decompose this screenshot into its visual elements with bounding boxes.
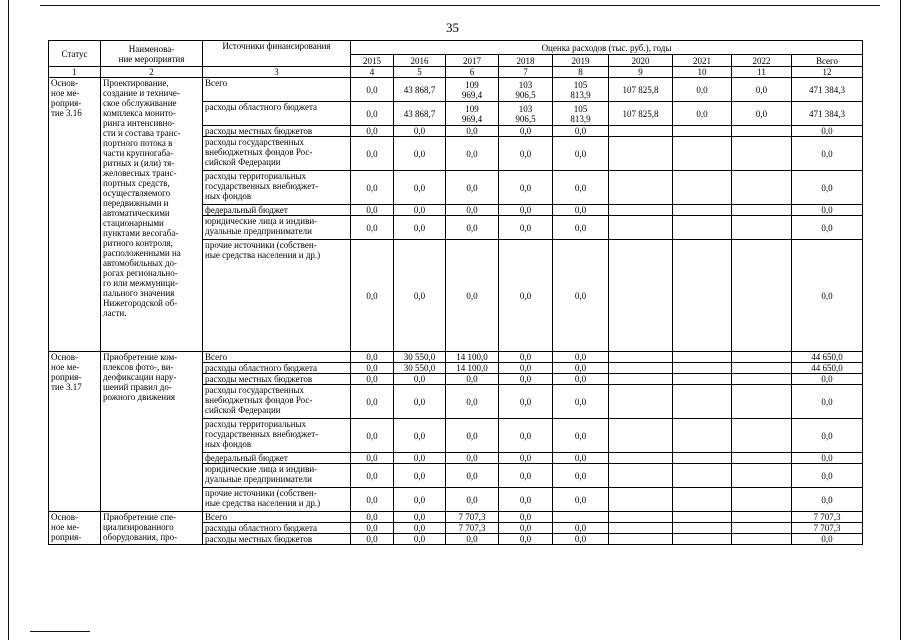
amount-cell: 0,0 (394, 488, 446, 512)
funding-source: расходы областного бюджета (203, 363, 351, 374)
activity-name: Приобретение ком- плексов фото-, ви- деофиксации нару- шений правил до- рожного движения (101, 352, 203, 512)
amount-cell: 0,0 (394, 419, 446, 453)
amount-cell: 0,0 (351, 523, 394, 534)
amount-cell: 0,0 (351, 464, 394, 488)
amount-cell: 0,0 (732, 102, 792, 126)
amount-cell: 0,0 (553, 216, 609, 240)
amount-cell: 0,0 (351, 78, 394, 102)
header-column-number: 11 (732, 67, 792, 78)
amount-cell: 0,0 (792, 419, 863, 453)
activity-name: Приобретение спе- циализированного оборудования, про- (101, 512, 203, 545)
activity-status: Основ- ное ме- роприя- тие 3.16 (49, 78, 101, 352)
amount-cell (609, 512, 673, 523)
amount-cell (732, 419, 792, 453)
amount-cell: 109 969,4 (446, 78, 499, 102)
header-year: 2018 (499, 55, 553, 67)
header-column-number: 9 (609, 67, 673, 78)
amount-cell: 0,0 (499, 464, 553, 488)
funding-source: Всего (203, 512, 351, 523)
amount-cell (732, 523, 792, 534)
amount-cell: 0,0 (792, 453, 863, 464)
amount-cell: 0,0 (553, 453, 609, 464)
header-column-number: 5 (394, 67, 446, 78)
amount-cell: 0,0 (394, 240, 446, 352)
amount-cell (732, 453, 792, 464)
activity-name: Проектирование, создание и техниче- ское обслуживание комплекса монито- ринга интенсивно- сти и состава транс- портного потока в части крупногаба- ритных и (или) тя- желовесных транс- портных средств, осуществляемого передвижными и автоматическими стационарными пунктами весогаба- ритного контроля, расположенными на автомобильных до- рогах регионально- го или межмуници- пального значения Нижегородской об- ласти. (101, 78, 203, 352)
header-sources: Источники финансирования (203, 41, 351, 67)
amount-cell (673, 240, 732, 352)
header-year: 2020 (609, 55, 673, 67)
amount-cell: 7 707,3 (792, 512, 863, 523)
amount-cell (673, 216, 732, 240)
amount-cell: 0,0 (351, 126, 394, 137)
funding-source: расходы территориальных государственных внебюджет- ных фондов (203, 419, 351, 453)
amount-cell: 103 906,5 (499, 102, 553, 126)
amount-cell: 0,0 (446, 171, 499, 205)
header-column-number: 10 (673, 67, 732, 78)
amount-cell: 7 707,3 (792, 523, 863, 534)
amount-cell (609, 240, 673, 352)
amount-cell (732, 488, 792, 512)
amount-cell (673, 488, 732, 512)
amount-cell: 0,0 (553, 205, 609, 216)
amount-cell: 0,0 (446, 216, 499, 240)
amount-cell: 0,0 (553, 352, 609, 363)
header-column-number: 2 (101, 67, 203, 78)
amount-cell: 7 707,3 (446, 512, 499, 523)
amount-cell: 0,0 (446, 453, 499, 464)
header-year: 2017 (446, 55, 499, 67)
header-year: 2015 (351, 55, 394, 67)
amount-cell: 103 906,5 (499, 78, 553, 102)
amount-cell: 0,0 (499, 352, 553, 363)
amount-cell: 0,0 (446, 464, 499, 488)
amount-cell: 0,0 (792, 488, 863, 512)
amount-cell: 14 100,0 (446, 363, 499, 374)
amount-cell: 0,0 (499, 534, 553, 545)
amount-cell (732, 352, 792, 363)
amount-cell (609, 137, 673, 171)
amount-cell: 0,0 (394, 126, 446, 137)
header-column-number: 3 (203, 67, 351, 78)
header-name: Наименова- ние мероприятия (101, 41, 203, 67)
amount-cell: 7 707,3 (446, 523, 499, 534)
amount-cell: 0,0 (499, 137, 553, 171)
amount-cell: 0,0 (446, 205, 499, 216)
amount-cell: 0,0 (351, 488, 394, 512)
amount-cell: 0,0 (553, 374, 609, 385)
amount-cell (673, 464, 732, 488)
amount-cell: 0,0 (394, 523, 446, 534)
amount-cell: 0,0 (553, 126, 609, 137)
amount-cell: 0,0 (792, 126, 863, 137)
activity-status: Основ- ное ме- роприя- тие 3.17 (49, 352, 101, 512)
bottom-edge-line (30, 631, 90, 632)
amount-cell: 105 813,9 (553, 102, 609, 126)
header-year: 2021 (673, 55, 732, 67)
amount-cell (732, 374, 792, 385)
amount-cell: 0,0 (792, 216, 863, 240)
funding-source: расходы областного бюджета (203, 102, 351, 126)
amount-cell: 30 550,0 (394, 363, 446, 374)
amount-cell: 0,0 (792, 385, 863, 419)
amount-cell (673, 126, 732, 137)
amount-cell (609, 205, 673, 216)
amount-cell (553, 512, 609, 523)
amount-cell (609, 419, 673, 453)
funding-source: расходы местных бюджетов (203, 126, 351, 137)
funding-source: расходы местных бюджетов (203, 374, 351, 385)
table-row (49, 78, 863, 102)
amount-cell (609, 216, 673, 240)
top-edge-line (40, 5, 880, 6)
amount-cell: 0,0 (351, 137, 394, 171)
amount-cell: 0,0 (351, 216, 394, 240)
amount-cell: 0,0 (446, 534, 499, 545)
funding-source: расходы государственных внебюджетных фондов Рос- сийской Федерации (203, 385, 351, 419)
amount-cell: 0,0 (351, 352, 394, 363)
amount-cell: 0,0 (446, 374, 499, 385)
amount-cell: 44 650,0 (792, 352, 863, 363)
amount-cell: 0,0 (499, 488, 553, 512)
header-column-number: 4 (351, 67, 394, 78)
funding-source: расходы территориальных государственных внебюджет- ных фондов (203, 171, 351, 205)
amount-cell: 107 825,8 (609, 102, 673, 126)
amount-cell: 0,0 (394, 512, 446, 523)
amount-cell (732, 385, 792, 419)
amount-cell: 0,0 (553, 534, 609, 545)
header-column-number: 7 (499, 67, 553, 78)
amount-cell: 0,0 (499, 363, 553, 374)
amount-cell: 0,0 (446, 126, 499, 137)
amount-cell: 43 868,7 (394, 78, 446, 102)
amount-cell: 0,0 (351, 240, 394, 352)
amount-cell: 0,0 (394, 374, 446, 385)
amount-cell: 0,0 (499, 205, 553, 216)
header-column-number: 1 (49, 67, 101, 78)
amount-cell (732, 512, 792, 523)
amount-cell: 0,0 (394, 385, 446, 419)
amount-cell: 0,0 (499, 374, 553, 385)
amount-cell (673, 534, 732, 545)
amount-cell: 0,0 (553, 464, 609, 488)
amount-cell: 0,0 (351, 385, 394, 419)
amount-cell: 0,0 (351, 374, 394, 385)
page-number: 35 (446, 20, 459, 35)
amount-cell (609, 352, 673, 363)
header-year: Всего (792, 55, 863, 67)
amount-cell: 0,0 (446, 488, 499, 512)
amount-cell: 0,0 (499, 216, 553, 240)
amount-cell: 0,0 (394, 205, 446, 216)
amount-cell: 471 384,3 (792, 102, 863, 126)
amount-cell: 0,0 (553, 171, 609, 205)
table-body (49, 78, 863, 545)
amount-cell: 109 969,4 (446, 102, 499, 126)
amount-cell (673, 385, 732, 419)
amount-cell (609, 126, 673, 137)
amount-cell (673, 205, 732, 216)
amount-cell (732, 171, 792, 205)
amount-cell: 0,0 (351, 512, 394, 523)
amount-cell (732, 464, 792, 488)
amount-cell: 0,0 (394, 453, 446, 464)
amount-cell: 0,0 (351, 102, 394, 126)
amount-cell: 0,0 (394, 171, 446, 205)
amount-cell (673, 512, 732, 523)
funding-source: федеральный бюджет (203, 453, 351, 464)
amount-cell (673, 352, 732, 363)
header-estimate: Оценка расходов (тыс. руб.), годы (351, 41, 863, 55)
table-header (49, 41, 863, 78)
header-column-number: 12 (792, 67, 863, 78)
header-column-number: 8 (553, 67, 609, 78)
amount-cell: 43 868,7 (394, 102, 446, 126)
amount-cell: 0,0 (499, 171, 553, 205)
amount-cell (673, 523, 732, 534)
funding-source: прочие источники (собствен- ные средства населения и др.) (203, 488, 351, 512)
amount-cell: 0,0 (499, 126, 553, 137)
header-year: 2019 (553, 55, 609, 67)
amount-cell: 0,0 (792, 137, 863, 171)
amount-cell: 0,0 (732, 78, 792, 102)
right-edge-line (900, 0, 901, 640)
amount-cell: 0,0 (446, 419, 499, 453)
amount-cell: 0,0 (446, 240, 499, 352)
table-row (49, 512, 863, 523)
amount-cell: 0,0 (351, 453, 394, 464)
amount-cell (732, 240, 792, 352)
amount-cell: 0,0 (553, 385, 609, 419)
amount-cell: 0,0 (553, 488, 609, 512)
amount-cell (609, 523, 673, 534)
amount-cell: 14 100,0 (446, 352, 499, 363)
funding-source: федеральный бюджет (203, 205, 351, 216)
funding-source: расходы местных бюджетов (203, 534, 351, 545)
amount-cell: 0,0 (394, 464, 446, 488)
amount-cell: 0,0 (553, 137, 609, 171)
amount-cell: 0,0 (553, 240, 609, 352)
amount-cell (673, 419, 732, 453)
amount-cell (609, 534, 673, 545)
amount-cell: 0,0 (792, 534, 863, 545)
amount-cell (732, 126, 792, 137)
amount-cell: 0,0 (351, 534, 394, 545)
amount-cell: 0,0 (792, 171, 863, 205)
amount-cell: 0,0 (351, 363, 394, 374)
amount-cell (609, 464, 673, 488)
amount-cell (609, 385, 673, 419)
amount-cell: 0,0 (351, 419, 394, 453)
amount-cell (609, 363, 673, 374)
amount-cell (673, 363, 732, 374)
amount-cell: 0,0 (394, 216, 446, 240)
header-status: Статус (49, 41, 101, 67)
amount-cell: 0,0 (792, 374, 863, 385)
amount-cell (673, 453, 732, 464)
amount-cell (609, 374, 673, 385)
amount-cell: 0,0 (499, 453, 553, 464)
amount-cell (673, 137, 732, 171)
left-edge-line (8, 0, 9, 640)
amount-cell: 0,0 (553, 419, 609, 453)
amount-cell (673, 374, 732, 385)
amount-cell: 0,0 (446, 137, 499, 171)
amount-cell: 44 650,0 (792, 363, 863, 374)
funding-source: юридические лица и индиви- дуальные предприниматели (203, 464, 351, 488)
header-column-number: 6 (446, 67, 499, 78)
header-year: 2022 (732, 55, 792, 67)
budget-table (48, 40, 863, 545)
funding-source: расходы государственных внебюджетных фондов Рос- сийской Федерации (203, 137, 351, 171)
amount-cell: 0,0 (351, 171, 394, 205)
amount-cell (673, 171, 732, 205)
activity-status: Основ- ное ме- роприя- (49, 512, 101, 545)
amount-cell: 107 825,8 (609, 78, 673, 102)
funding-source: расходы областного бюджета (203, 523, 351, 534)
funding-source: юридические лица и индиви- дуальные предприниматели (203, 216, 351, 240)
amount-cell: 0,0 (394, 137, 446, 171)
funding-source: прочие источники (собствен- ные средства населения и др.) (203, 240, 351, 352)
amount-cell: 0,0 (792, 240, 863, 352)
amount-cell: 0,0 (499, 240, 553, 352)
header-year: 2016 (394, 55, 446, 67)
table-row (49, 352, 863, 363)
header-column-numbers-row (49, 67, 863, 78)
amount-cell: 105 813,9 (553, 78, 609, 102)
amount-cell: 0,0 (553, 363, 609, 374)
amount-cell (609, 488, 673, 512)
amount-cell: 471 384,3 (792, 78, 863, 102)
amount-cell: 30 550,0 (394, 352, 446, 363)
amount-cell: 0,0 (792, 464, 863, 488)
amount-cell (609, 171, 673, 205)
amount-cell: 0,0 (394, 534, 446, 545)
amount-cell: 0,0 (673, 78, 732, 102)
amount-cell (732, 137, 792, 171)
amount-cell: 0,0 (792, 205, 863, 216)
amount-cell: 0,0 (673, 102, 732, 126)
amount-cell (732, 205, 792, 216)
amount-cell: 0,0 (351, 205, 394, 216)
amount-cell: 0,0 (446, 385, 499, 419)
amount-cell (732, 363, 792, 374)
amount-cell: 0,0 (499, 385, 553, 419)
funding-source: Всего (203, 352, 351, 363)
amount-cell (732, 216, 792, 240)
amount-cell (609, 453, 673, 464)
amount-cell: 0,0 (499, 419, 553, 453)
amount-cell: 0,0 (499, 512, 553, 523)
budget-table-container (48, 40, 862, 545)
amount-cell (732, 534, 792, 545)
amount-cell: 0,0 (553, 523, 609, 534)
funding-source: Всего (203, 78, 351, 102)
amount-cell: 0,0 (499, 523, 553, 534)
